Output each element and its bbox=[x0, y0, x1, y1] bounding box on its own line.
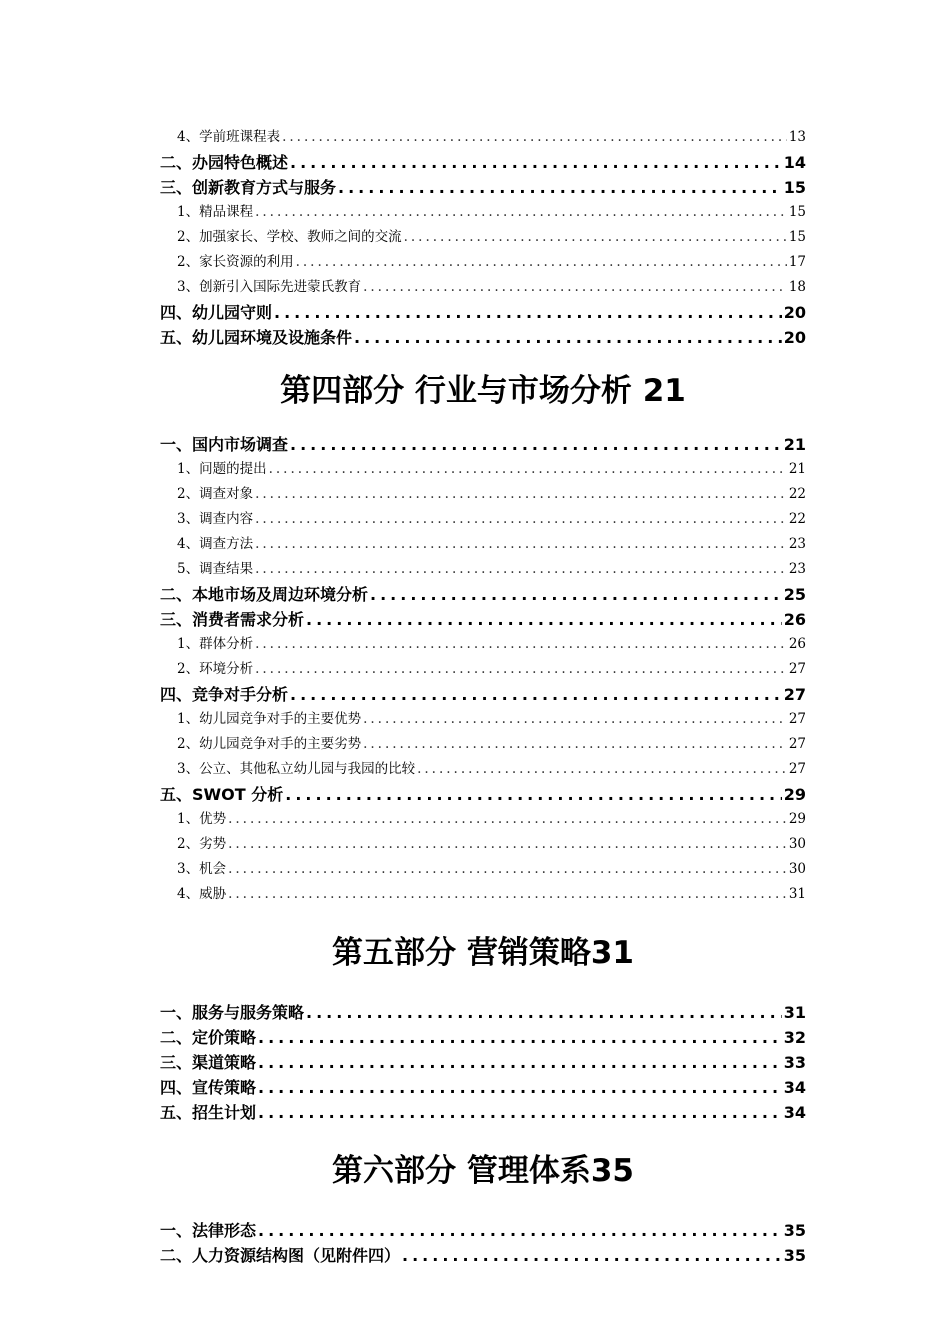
toc-dot-leader bbox=[228, 861, 787, 877]
toc-page-number: 31 bbox=[788, 886, 806, 902]
toc-dot-leader bbox=[363, 736, 787, 752]
toc-entry-label: 五、SWOT 分析 bbox=[160, 785, 284, 804]
toc-dot-leader bbox=[306, 1003, 782, 1022]
toc-dot-leader bbox=[285, 785, 781, 804]
toc-subsection-entry[interactable] bbox=[160, 275, 806, 300]
toc-entry-label: 二、办园特色概述 bbox=[160, 153, 289, 172]
toc-section-entry[interactable] bbox=[160, 782, 806, 807]
toc-subsection-entry[interactable] bbox=[160, 125, 806, 150]
toc-section-entry[interactable] bbox=[160, 1050, 806, 1075]
toc-entry-label: 二、定价策略 bbox=[160, 1028, 257, 1047]
toc-group-part6 bbox=[160, 1218, 806, 1268]
toc-page-number: 27 bbox=[788, 761, 806, 777]
toc-dot-leader bbox=[274, 303, 782, 322]
toc-page-number: 22 bbox=[788, 511, 806, 527]
toc-dot-leader bbox=[255, 204, 787, 220]
toc-page-number: 34 bbox=[783, 1078, 806, 1097]
toc-page-number: 29 bbox=[783, 785, 806, 804]
toc-subsection-entry[interactable] bbox=[160, 807, 806, 832]
toc-section-entry[interactable] bbox=[160, 607, 806, 632]
toc-page-number: 35 bbox=[783, 1221, 806, 1240]
toc-section-entry[interactable] bbox=[160, 1075, 806, 1100]
toc-subsection-entry[interactable] bbox=[160, 225, 806, 250]
toc-subsection-entry[interactable] bbox=[160, 632, 806, 657]
toc-entry-label: 3、公立、其他私立幼儿园与我园的比较 bbox=[177, 761, 416, 777]
toc-section-entry[interactable] bbox=[160, 1100, 806, 1125]
toc-subsection-entry[interactable] bbox=[160, 557, 806, 582]
toc-page-number: 15 bbox=[788, 204, 806, 220]
toc-dot-leader bbox=[363, 279, 787, 295]
toc-dot-leader bbox=[228, 886, 787, 902]
toc-dot-leader bbox=[354, 328, 782, 347]
toc-entry-label: 一、国内市场调查 bbox=[160, 435, 289, 454]
toc-dot-leader bbox=[269, 461, 787, 477]
toc-dot-leader bbox=[258, 1053, 782, 1072]
toc-subsection-entry[interactable] bbox=[160, 882, 806, 907]
toc-dot-leader bbox=[255, 561, 787, 577]
toc-subsection-entry[interactable] bbox=[160, 200, 806, 225]
toc-page-number: 20 bbox=[783, 328, 806, 347]
toc-dot-leader bbox=[402, 1246, 782, 1265]
toc-page-number: 27 bbox=[788, 661, 806, 677]
toc-page-number: 35 bbox=[783, 1246, 806, 1265]
toc-section-entry[interactable] bbox=[160, 1000, 806, 1025]
toc-subsection-entry[interactable] bbox=[160, 457, 806, 482]
toc-dot-leader bbox=[296, 254, 787, 270]
toc-page-number: 23 bbox=[788, 536, 806, 552]
toc-dot-leader bbox=[338, 178, 782, 197]
toc-dot-leader bbox=[255, 536, 787, 552]
toc-dot-leader bbox=[255, 661, 787, 677]
toc-page-number: 32 bbox=[783, 1028, 806, 1047]
toc-subsection-entry[interactable] bbox=[160, 482, 806, 507]
toc-entry-label: 3、创新引入国际先进蒙氏教育 bbox=[177, 279, 362, 295]
toc-dot-leader bbox=[255, 486, 787, 502]
table-of-contents bbox=[160, 125, 806, 1268]
toc-entry-label: 二、人力资源结构图（见附件四） bbox=[160, 1246, 401, 1265]
toc-section-entry[interactable] bbox=[160, 1218, 806, 1243]
toc-entry-label: 五、招生计划 bbox=[160, 1103, 257, 1122]
toc-entry-label: 三、渠道策略 bbox=[160, 1053, 257, 1072]
toc-page-number: 30 bbox=[788, 861, 806, 877]
toc-section-entry[interactable] bbox=[160, 432, 806, 457]
toc-entry-label: 2、幼儿园竞争对手的主要劣势 bbox=[177, 736, 362, 752]
toc-section-entry[interactable] bbox=[160, 1243, 806, 1268]
toc-section-entry[interactable] bbox=[160, 682, 806, 707]
toc-page-number: 21 bbox=[783, 435, 806, 454]
toc-section-entry[interactable] bbox=[160, 582, 806, 607]
toc-subsection-entry[interactable] bbox=[160, 732, 806, 757]
toc-entry-label: 五、幼儿园环境及设施条件 bbox=[160, 328, 353, 347]
part6-heading: 第六部分 管理体系35 bbox=[332, 1153, 634, 1189]
toc-entry-label: 三、消费者需求分析 bbox=[160, 610, 305, 629]
toc-group-part4 bbox=[160, 432, 806, 907]
toc-entry-label: 4、调查方法 bbox=[177, 536, 254, 552]
part5-heading: 第五部分 营销策略31 bbox=[332, 935, 634, 971]
toc-entry-label: 1、幼儿园竞争对手的主要优势 bbox=[177, 711, 362, 727]
toc-dot-leader bbox=[255, 511, 787, 527]
toc-dot-leader bbox=[417, 761, 787, 777]
toc-page-number: 27 bbox=[788, 711, 806, 727]
toc-page-number: 15 bbox=[783, 178, 806, 197]
toc-entry-label: 2、加强家长、学校、教师之间的交流 bbox=[177, 229, 402, 245]
toc-subsection-entry[interactable] bbox=[160, 250, 806, 275]
toc-dot-leader bbox=[290, 153, 782, 172]
toc-page-number: 20 bbox=[783, 303, 806, 322]
toc-dot-leader bbox=[258, 1103, 782, 1122]
toc-dot-leader bbox=[404, 229, 787, 245]
toc-entry-label: 2、家长资源的利用 bbox=[177, 254, 294, 270]
toc-dot-leader bbox=[255, 636, 787, 652]
toc-dot-leader bbox=[258, 1028, 782, 1047]
toc-subsection-entry[interactable] bbox=[160, 757, 806, 782]
toc-entry-label: 1、优势 bbox=[177, 811, 227, 827]
toc-page-number: 13 bbox=[788, 129, 806, 145]
toc-section-entry[interactable] bbox=[160, 325, 806, 350]
toc-page-number: 17 bbox=[788, 254, 806, 270]
toc-entry-label: 4、学前班课程表 bbox=[177, 129, 281, 145]
toc-entry-label: 2、调查对象 bbox=[177, 486, 254, 502]
toc-page-number: 22 bbox=[788, 486, 806, 502]
toc-section-entry[interactable] bbox=[160, 150, 806, 175]
toc-page-number: 14 bbox=[783, 153, 806, 172]
toc-subsection-entry[interactable] bbox=[160, 832, 806, 857]
toc-group-part3-continued bbox=[160, 125, 806, 350]
toc-entry-label: 四、竞争对手分析 bbox=[160, 685, 289, 704]
toc-page-number: 30 bbox=[788, 836, 806, 852]
toc-dot-leader bbox=[258, 1078, 782, 1097]
toc-dot-leader bbox=[290, 685, 782, 704]
toc-entry-label: 一、法律形态 bbox=[160, 1221, 257, 1240]
toc-dot-leader bbox=[282, 129, 787, 145]
toc-page-number: 21 bbox=[788, 461, 806, 477]
toc-page-number: 18 bbox=[788, 279, 806, 295]
toc-page-number: 26 bbox=[783, 610, 806, 629]
toc-dot-leader bbox=[258, 1221, 782, 1240]
toc-subsection-entry[interactable] bbox=[160, 507, 806, 532]
toc-subsection-entry[interactable] bbox=[160, 657, 806, 682]
toc-entry-label: 3、调查内容 bbox=[177, 511, 254, 527]
toc-page-number: 29 bbox=[788, 811, 806, 827]
toc-section-entry[interactable] bbox=[160, 300, 806, 325]
toc-entry-label: 四、幼儿园守则 bbox=[160, 303, 273, 322]
toc-entry-label: 三、创新教育方式与服务 bbox=[160, 178, 337, 197]
toc-page-number: 26 bbox=[788, 636, 806, 652]
toc-entry-label: 2、环境分析 bbox=[177, 661, 254, 677]
toc-page-number: 23 bbox=[788, 561, 806, 577]
toc-entry-label: 2、劣势 bbox=[177, 836, 227, 852]
toc-section-entry[interactable] bbox=[160, 175, 806, 200]
toc-entry-label: 二、本地市场及周边环境分析 bbox=[160, 585, 369, 604]
toc-dot-leader bbox=[306, 610, 782, 629]
toc-entry-label: 一、服务与服务策略 bbox=[160, 1003, 305, 1022]
toc-entry-label: 1、问题的提出 bbox=[177, 461, 267, 477]
toc-dot-leader bbox=[228, 811, 787, 827]
toc-entry-label: 四、宣传策略 bbox=[160, 1078, 257, 1097]
toc-page-number: 34 bbox=[783, 1103, 806, 1122]
toc-entry-label: 1、精品课程 bbox=[177, 204, 254, 220]
toc-page-number: 27 bbox=[788, 736, 806, 752]
toc-entry-label: 3、机会 bbox=[177, 861, 227, 877]
toc-entry-label: 4、威胁 bbox=[177, 886, 227, 902]
toc-page-number: 31 bbox=[783, 1003, 806, 1022]
toc-page-number: 33 bbox=[783, 1053, 806, 1072]
toc-entry-label: 1、群体分析 bbox=[177, 636, 254, 652]
part4-heading: 第四部分 行业与市场分析 21 bbox=[280, 373, 686, 409]
toc-entry-label: 5、调查结果 bbox=[177, 561, 254, 577]
toc-group-part5 bbox=[160, 1000, 806, 1125]
toc-section-entry[interactable] bbox=[160, 1025, 806, 1050]
toc-page-number: 27 bbox=[783, 685, 806, 704]
toc-page-number: 15 bbox=[788, 229, 806, 245]
toc-dot-leader bbox=[228, 836, 787, 852]
toc-page-number: 25 bbox=[783, 585, 806, 604]
toc-dot-leader bbox=[363, 711, 787, 727]
toc-subsection-entry[interactable] bbox=[160, 707, 806, 732]
toc-subsection-entry[interactable] bbox=[160, 532, 806, 557]
toc-dot-leader bbox=[370, 585, 782, 604]
toc-dot-leader bbox=[290, 435, 782, 454]
toc-subsection-entry[interactable] bbox=[160, 857, 806, 882]
